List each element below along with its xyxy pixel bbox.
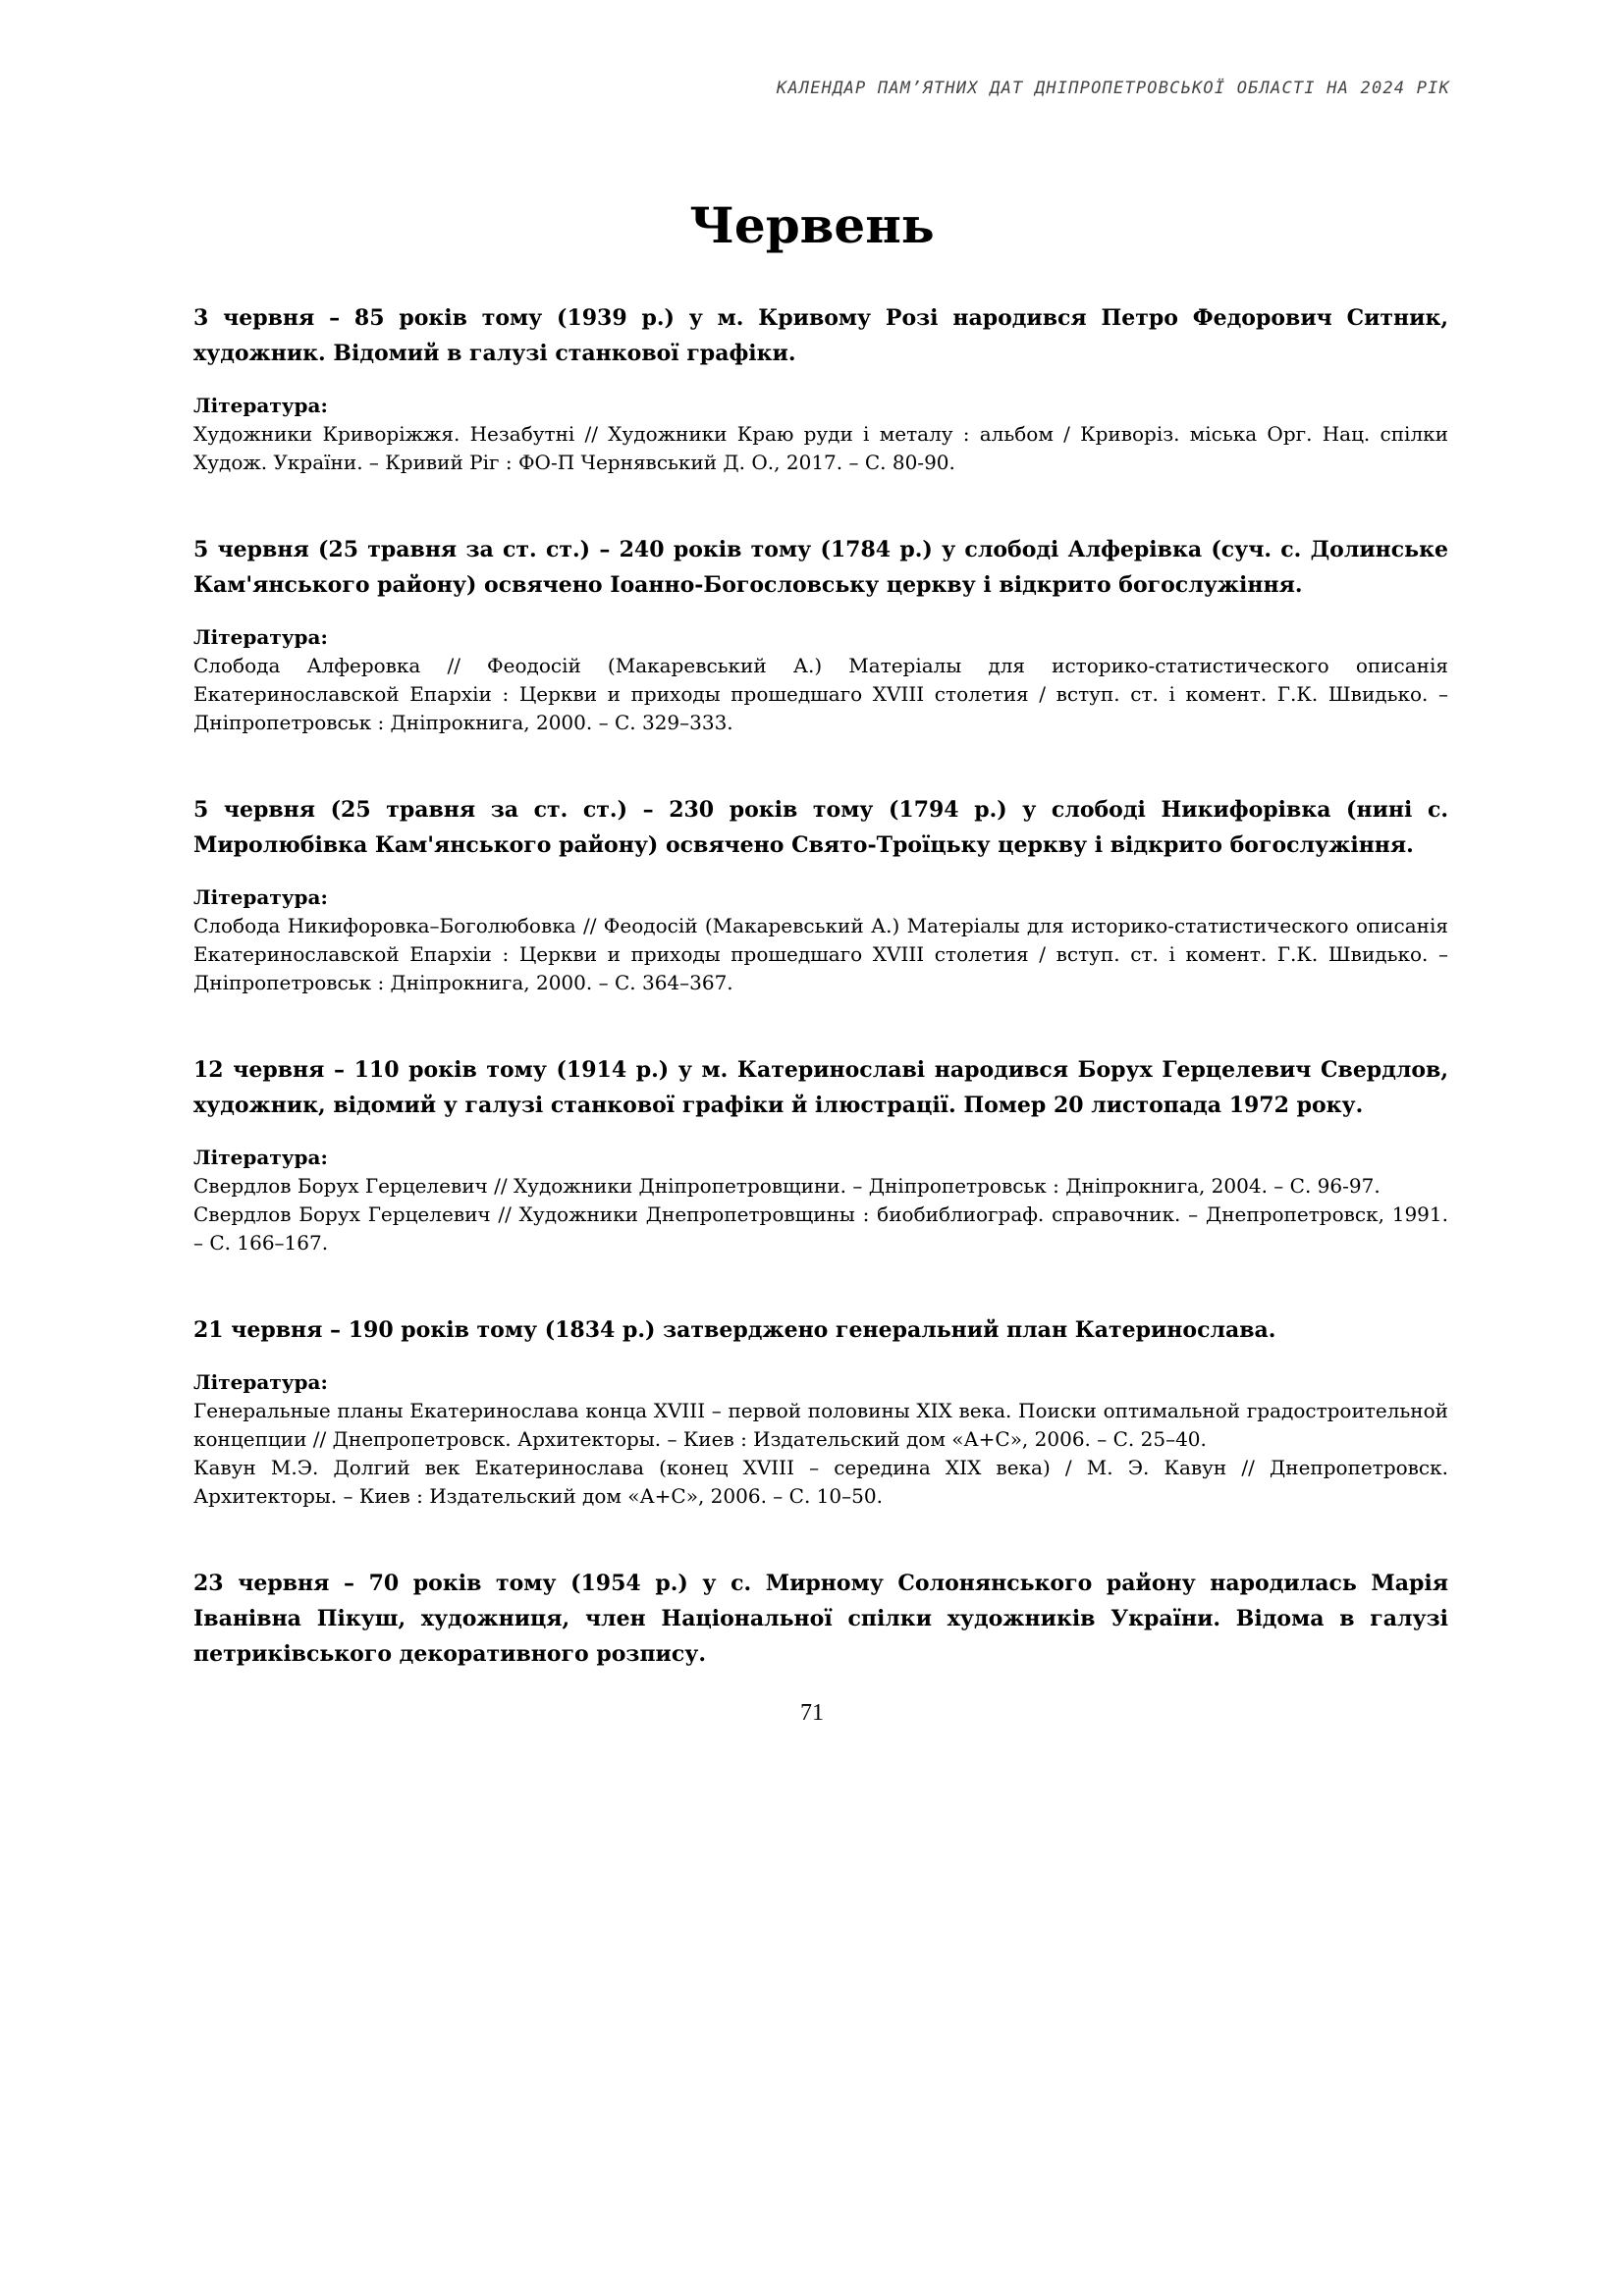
literature-label: Література: xyxy=(193,1146,328,1169)
entry-heading: 3 червня – 85 років тому (1939 р.) у м. Кривому Розі народився Петро Федорович Ситник, художник. Відомий в галузі станкової графіки. xyxy=(193,305,1448,366)
entry-heading: 12 червня – 110 років тому (1914 р.) у м. Катеринославі народився Борух Герцелевич Свердлов, художник, відомий у галузі станкової графіки й ілюстрації. Помер 20 листопада 1972 року. xyxy=(193,1057,1448,1118)
page-number: 71 xyxy=(800,1700,824,1726)
literature-label: Література: xyxy=(193,885,328,909)
literature-item: Свердлов Борух Герцелевич // Художники Дніпропетровщини. – Дніпропетровськ : Дніпрокнига, 2004. – С. 96-97. xyxy=(193,1174,1380,1198)
literature-block xyxy=(193,623,1448,737)
literature-label: Література: xyxy=(193,625,328,649)
entry-item xyxy=(193,792,1448,997)
running-header: КАЛЕНДАР ПАМ’ЯТНИХ ДАТ ДНІПРОПЕТРОВСЬКОЇ ОБЛАСТІ НА 2024 РІК xyxy=(776,79,1450,98)
entry-item xyxy=(193,300,1448,477)
literature-item: Слобода Никифоровка–Боголюбовка // Феодосій (Макаревський А.) Матеріалы для историко-статистического описанія Екатеринославской Епархіи : Церкви и приходы прошедшаго XVIII столетия / вступ. ст. і комент. Г.К. Швидько. – Дніпропетровськ : Дніпрокнига, 2000. – С. 364–367. xyxy=(193,914,1448,994)
literature-item: Слобода Алферовка // Феодосій (Макаревський А.) Матеріалы для историко-статистического описанія Екатеринославской Епархіи : Церкви и приходы прошедшаго XVIII столетия / вступ. ст. і комент. Г.К. Швидько. – Дніпропетровськ : Дніпрокнига, 2000. – С. 329–333. xyxy=(193,654,1448,734)
literature-item: Генеральные планы Екатеринослава конца XVIII – первой половины XIX века. Поиски оптимальной градостроительной концепции // Днепропетровск. Архитекторы. – Киев : Издательский дом «А+С», 2006. – С. 25–40. xyxy=(193,1399,1448,1451)
entries-list xyxy=(193,300,1448,1672)
literature-block xyxy=(193,1144,1448,1257)
entry-item xyxy=(193,532,1448,737)
literature-item: Кавун М.Э. Долгий век Екатеринослава (конец XVIII – середина XIX века) / М. Э. Кавун // Днепропетровск. Архитекторы. – Киев : Издательский дом «А+С», 2006. – С. 10–50. xyxy=(193,1456,1448,1508)
entry-heading: 5 червня (25 травня за ст. ст.) – 230 років тому (1794 р.) у слободі Никифорівка (нині с. Миролюбівка Кам'янського району) освячено Свято-Троїцьку церкву і відкрито богослужіння. xyxy=(193,797,1448,858)
entry-heading: 23 червня – 70 років тому (1954 р.) у с. Мирному Солонянського району народилась Марія Іванівна Пікуш, художниця, член Національної спілки художників України. Відома в галузі петриківського декоративного розпису. xyxy=(193,1571,1448,1667)
literature-block xyxy=(193,883,1448,997)
entry-item xyxy=(193,1052,1448,1257)
entry-item xyxy=(193,1566,1448,1672)
literature-label: Література: xyxy=(193,394,328,417)
literature-block xyxy=(193,1368,1448,1511)
page-title: Червень xyxy=(689,196,935,254)
literature-item: Художники Криворіжжя. Незабутні // Художники Краю руди і металу : альбом / Криворіз. міська Орг. Нац. спілки Худож. України. – Кривий Ріг : ФО-П Чернявський Д. О., 2017. – С. 80-90. xyxy=(193,422,1448,474)
literature-block xyxy=(193,392,1448,477)
entry-heading: 21 червня – 190 років тому (1834 р.) затверджено генеральний план Катеринослава. xyxy=(193,1317,1276,1343)
literature-label: Література: xyxy=(193,1370,328,1394)
entry-item xyxy=(193,1312,1448,1511)
entry-heading: 5 червня (25 травня за ст. ст.) – 240 років тому (1784 р.) у слободі Алферівка (суч. с. Долинське Кам'янського району) освячено Іоанно-Богословську церкву і відкрито богослужіння. xyxy=(193,537,1448,598)
literature-item: Свердлов Борух Герцелевич // Художники Днепропетровщины : биобиблиограф. справочник. – Днепропетровск, 1991. – С. 166–167. xyxy=(193,1202,1448,1255)
